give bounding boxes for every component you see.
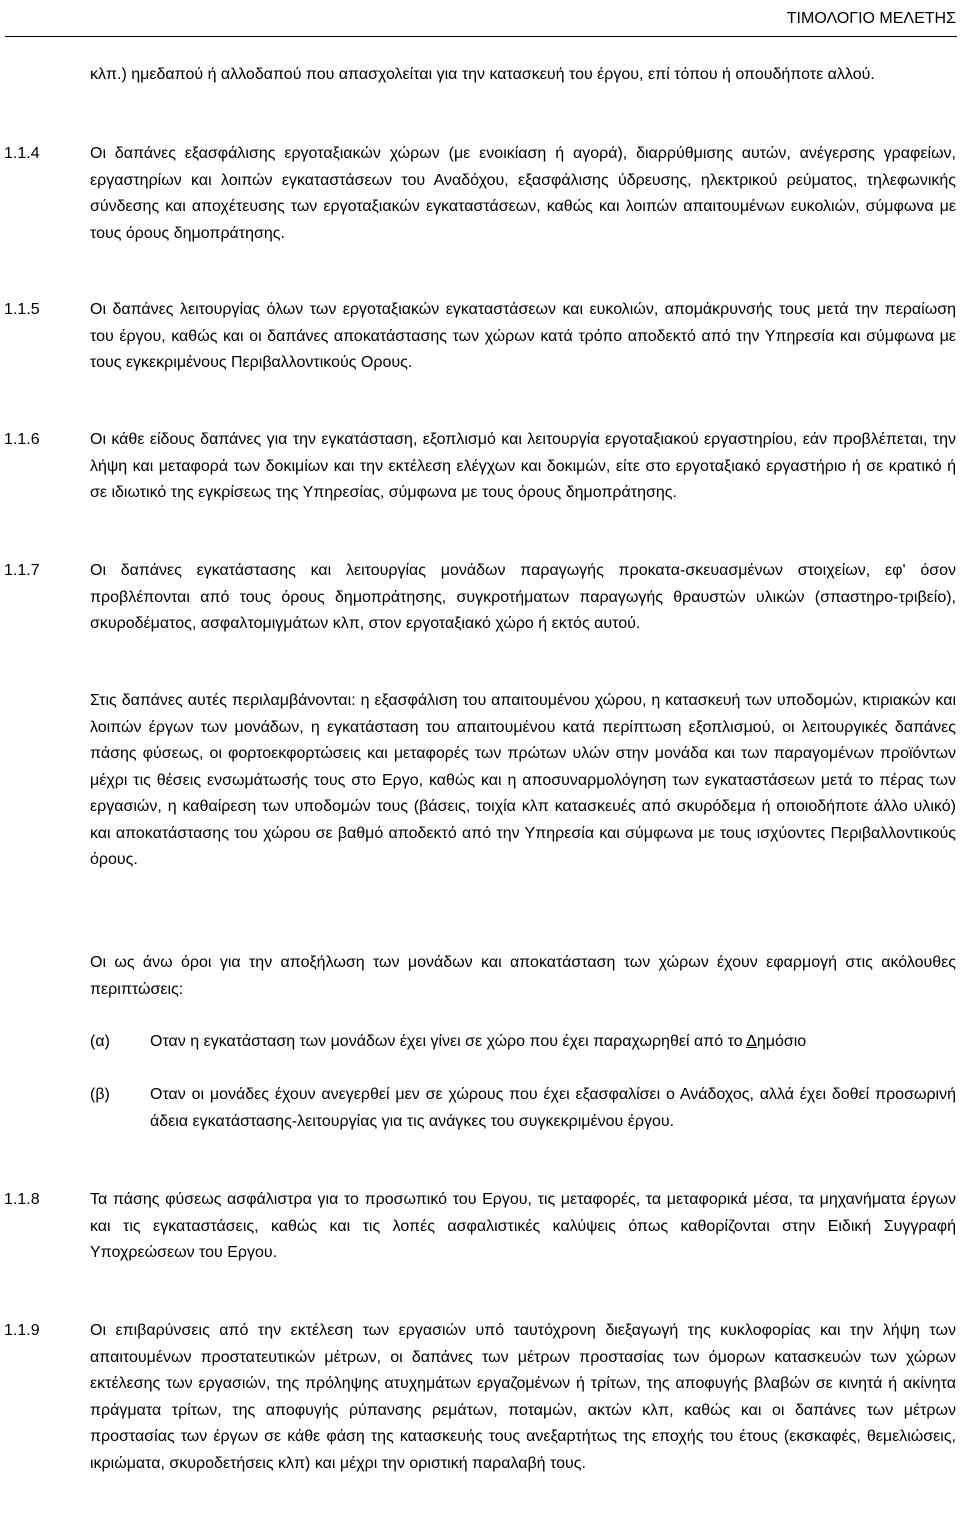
intro-paragraph: κλπ.) ημεδαπού ή αλλοδαπού που απασχολείται για την κατασκευή του έργου, επί τόπου ή οπουδήποτε αλλού. <box>90 66 875 83</box>
item-number: 1.1.6 <box>4 431 40 448</box>
case-text: Οταν οι μονάδες έχουν ανεγερθεί μεν σε χώρους που έχει εξασφαλίσει ο Ανάδοχος, αλλά έχει δοθεί προσωρινή άδεια εγκατάστασης-λειτουργίας για τις ανάγκες του συγκεκριμένου έργου. <box>150 1086 956 1130</box>
case-label: (β) <box>90 1086 110 1103</box>
item-text: Οι επιβαρύνσεις από την εκτέλεση των εργασιών υπό ταυτόχρονη διεξαγωγή της κυκλοφορίας και την λήψη των απαιτουμένων προστατευτικών μέτρων, οι δαπάνες των μέτρων προστασίας των όμορων κατασκευών των χώρων εκτέλεσης των εργασιών, της πρόληψης ατυχημάτων εργαζομένων ή τρίτων, της αποφυγής βλαβών σε κινητά ή ακίνητα πράγματα τρίτων, της αποφυγής ρύπανσης ρεμάτων, ποταμών, ακτών κλπ, καθώς και οι δαπάνες των μέτρων προστασίας των έργων σε κάθε φάση της κατασκευής τους ανεξαρτήτως της εποχής του έτους (εκσκαφές, θεμελιώσεις, ικριώματα, σκυροδετήσεις κλπ) και μέχρι την οριστική παραλαβή τους. <box>90 1322 956 1472</box>
item-text: Οι δαπάνες εγκατάστασης και λειτουργίας μονάδων παραγωγής προκατα-σκευασμένων στοιχείων, εφ' όσον προβλέπονται από τους όρους δημοπράτησης, συγκροτήματων παραγωγής θραυστών υλικών (σπαστηρο-τριβείο), σκυροδέματος, ασφαλτομιγμάτων κλπ, στον εργοταξιακό χώρο ή εκτός αυτού. <box>90 562 956 632</box>
body-paragraph: Οι ως άνω όροι για την αποξήλωση των μονάδων και αποκατάσταση των χώρων έχουν εφαρμογή στις ακόλουθες περιπτώσεις: <box>90 954 956 998</box>
case-text-underlined: Δ <box>746 1033 757 1050</box>
item-number: 1.1.9 <box>4 1322 40 1339</box>
body-paragraph: Στις δαπάνες αυτές περιλαμβάνονται: η εξασφάλιση του απαιτουμένου χώρου, η κατασκευή των υποδομών, κτιριακών και λοιπών έργων των μονάδων, η εγκατάσταση του απαιτουμένου κατά περίπτωση εξοπλισμού, οι λειτουργικές δαπάνες πάσης φύσεως, οι φορτοεκφορτώσεις και μεταφορές των πρώτων υλών στην μονάδα και των παραγομένων προϊόντων μέχρι τις θέσεις ενσωμάτωσής τους στο Εργο, καθώς και η αποσυναρμολόγηση των εγκαταστάσεων μετά το πέρας των εργασιών, η καθαίρεση των υποδομών τους (βάσεις, τοιχία κλπ κατασκευές από σκυρόδεμα ή οποιοδήποτε άλλο υλικό) και αποκατάστασης του χώρου σε βαθμό αποδεκτό από την Υπηρεσία και σύμφωνα με τους ισχύοντες Περιβαλλοντικούς όρους. <box>90 692 956 868</box>
header-divider <box>5 36 957 37</box>
case-text-part: ημόσιο <box>756 1033 807 1050</box>
item-number: 1.1.7 <box>4 562 40 579</box>
item-text: Οι κάθε είδους δαπάνες για την εγκατάσταση, εξοπλισμό και λειτουργία εργοταξιακού εργαστηρίου, εάν προβλέπεται, την λήψη και μεταφορά των δοκιμίων και την εκτέλεση ελέγχων και δοκιμών, είτε στο εργοταξιακό εργαστήριο ή σε κρατικό ή σε ιδιωτικό της εγκρίσεως της Υπηρεσίας, σύμφωνα με τους όρους δημοπράτησης. <box>90 431 956 501</box>
item-number: 1.1.4 <box>4 145 40 162</box>
case-label: (α) <box>90 1033 110 1050</box>
item-text: Οι δαπάνες εξασφάλισης εργοταξιακών χώρων (με ενοικίαση ή αγορά), διαρρύθμισης αυτών, ανέγερσης γραφείων, εργαστηρίων και λοιπών εγκαταστάσεων του Αναδόχου, εξασφάλισης ύδρευσης, ηλεκτρικού ρεύματος, τηλεφωνικής σύνδεσης και αποχέτευσης των εργοταξιακών εγκαταστάσεων, καθώς και λοιπών απαιτουμένων ευκολιών, σύμφωνα με τους όρους δημοπράτησης. <box>90 145 956 242</box>
item-number: 1.1.8 <box>4 1191 40 1208</box>
case-text <box>150 1029 956 1056</box>
item-text: Τα πάσης φύσεως ασφάλιστρα για το προσωπικό του Εργου, τις μεταφορές, τα μεταφορικά μέσα, τα μηχανήματα έργων και τις εγκαταστάσεις, καθώς και τις λοπές ασφαλιστικές καλύψεις όπως καθορίζονται στην Ειδική Συγγραφή Υποχρεώσεων του Εργου. <box>90 1191 956 1261</box>
item-number: 1.1.5 <box>4 301 40 318</box>
header-title: ΤΙΜΟΛΟΓΙΟ ΜΕΛΕΤΗΣ <box>786 10 956 27</box>
item-text: Οι δαπάνες λειτουργίας όλων των εργοταξιακών εγκαταστάσεων και ευκολιών, απομάκρυνσής τους μετά την περαίωση του έργου, καθώς και οι δαπάνες αποκατάστασης των χώρων κατά τρόπο αποδεκτό από την Υπηρεσία και σύμφωνα με τους εγκεκριμένους Περιβαλλοντικούς Ορους. <box>90 301 956 371</box>
case-text-part: Οταν η εγκατάσταση των μονάδων έχει γίνει σε χώρο που έχει παραχωρηθεί από το <box>150 1033 747 1050</box>
